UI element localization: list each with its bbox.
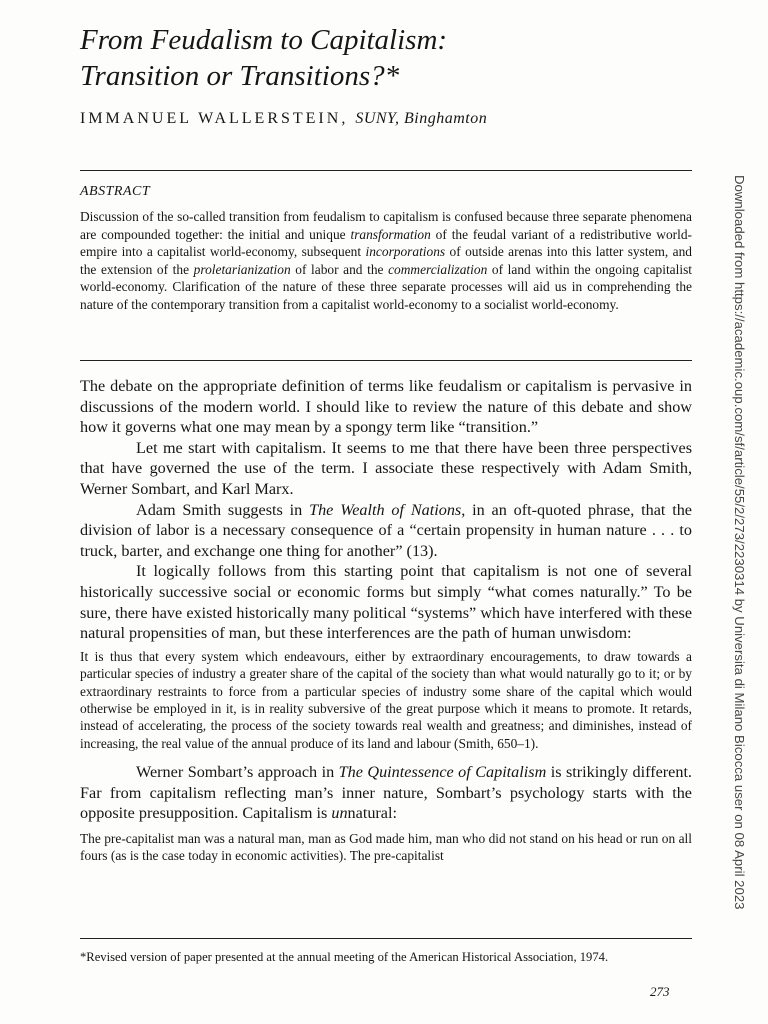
article-title bbox=[80, 22, 640, 94]
author-affiliation: SUNY, Binghamton bbox=[355, 110, 488, 127]
para5-text-a: Werner Sombart’s approach in bbox=[136, 763, 339, 782]
para3-text-b: , in an oft-quoted phrase, that the division of labor is a necessary consequence of a “certain propensity in human nature . . . to truck, barter, and exchange one thing for another” (13). bbox=[80, 500, 692, 560]
para5-text-c: natural: bbox=[347, 804, 397, 823]
page-number: 273 bbox=[650, 984, 670, 999]
abstract-text bbox=[80, 208, 692, 314]
book-title-wealth-of-nations: The Wealth of Nations bbox=[309, 500, 462, 519]
body-paragraph-2: Let me start with capitalism. It seems to me that there have been three perspectives that have governed the use of the term. I associate these respectively with Adam Smith, Werner Sombart, and Karl Marx. bbox=[80, 438, 692, 498]
download-watermark: Downloaded from https://academic.oup.com/sf/article/55/2/273/2230314 by Universita di Milano Bicocca user on 08 April 2023 bbox=[732, 175, 747, 910]
block-quote-smith: It is thus that every system which endeavours, either by extraordinary encouragements, to draw towards a particular species of industry a greater share of the capital of the society than what would naturally go to it; or by extraordinary restraints to force from a particular species of industry some share of the capital which would otherwise be employed in it, is in reality subversive of the great purpose which it means to promote. It retards, instead of accelerating, the process of the society towards real wealth and greatness; and diminishes, instead of increasing, the real value of the annual produce of its land and labour (Smith, 650–1). bbox=[80, 648, 692, 751]
article-body bbox=[80, 376, 692, 875]
para3-text-a: Adam Smith suggests in bbox=[136, 500, 310, 519]
block-quote-sombart: The pre-capitalist man was a natural man, man as God made him, man who did not stand on his head or run on all fours (as is the case today in economic activities). The pre-capitalist bbox=[80, 830, 692, 864]
abstract-text-4: of labor and the bbox=[290, 261, 389, 277]
abstract-top-rule bbox=[80, 170, 692, 171]
author-line bbox=[80, 110, 487, 128]
abstract-emphasis-commercialization: commercialization bbox=[388, 261, 488, 277]
body-paragraph-3 bbox=[80, 500, 692, 562]
abstract-text-2: of the feudal variant of a redistributive world-empire into a capitalist world-economy, subsequent bbox=[80, 226, 692, 260]
author-name: IMMANUEL WALLERSTEIN, bbox=[80, 110, 349, 127]
footnote-rule bbox=[80, 938, 692, 939]
abstract-label: ABSTRACT bbox=[80, 184, 151, 199]
body-paragraph-4: It logically follows from this starting point that capitalism is not one of several historically successive social or economic forms but simply “what comes naturally.” To be sure, there have existed historically many political “systems” which have interfered with these natural propensities of man, but these interferences are the path of human unwisdom: bbox=[80, 562, 692, 643]
title-line-2: Transition or Transitions?* bbox=[80, 60, 400, 92]
title-line-1: From Feudalism to Capitalism: bbox=[80, 24, 448, 56]
para5-text-b: is strikingly different. Far from capitalism reflecting man’s inner nature, Sombart’s psychology starts with the opposite presupposition. Capitalism is bbox=[80, 763, 692, 823]
body-paragraph-5 bbox=[80, 762, 692, 824]
body-paragraph-1: The debate on the appropriate definition of terms like feudalism or capitalism is pervasive in discussions of the modern world. I should like to review the nature of this debate and show how it governs what one may mean by a spongy term like “transition.” bbox=[80, 377, 692, 437]
footnote: *Revised version of paper presented at the annual meeting of the American Historical Association, 1974. bbox=[80, 950, 609, 964]
abstract-bottom-rule bbox=[80, 360, 692, 361]
abstract-text-1: Discussion of the so-called transition from feudalism to capitalism is confused because three separate phenomena are compounded together: the initial and unique bbox=[80, 209, 692, 242]
abstract-emphasis-proletarianization: proletarianization bbox=[193, 261, 291, 277]
book-title-quintessence: The Quintessence of Capitalism bbox=[338, 763, 547, 782]
abstract-text-3: of outside arenas into this latter system, and the extension of the bbox=[80, 244, 692, 277]
abstract-emphasis-incorporations: incorporations bbox=[365, 244, 446, 260]
abstract-text-5: of land within the ongoing capitalist world-economy. Clarification of the nature of these three separate processes will aid us in comprehending the nature of the contemporary transition from a capitalist world-economy to a socialist world-economy. bbox=[80, 261, 693, 312]
abstract-emphasis-transformation: transformation bbox=[350, 226, 431, 242]
emphasis-un: un bbox=[331, 804, 348, 823]
